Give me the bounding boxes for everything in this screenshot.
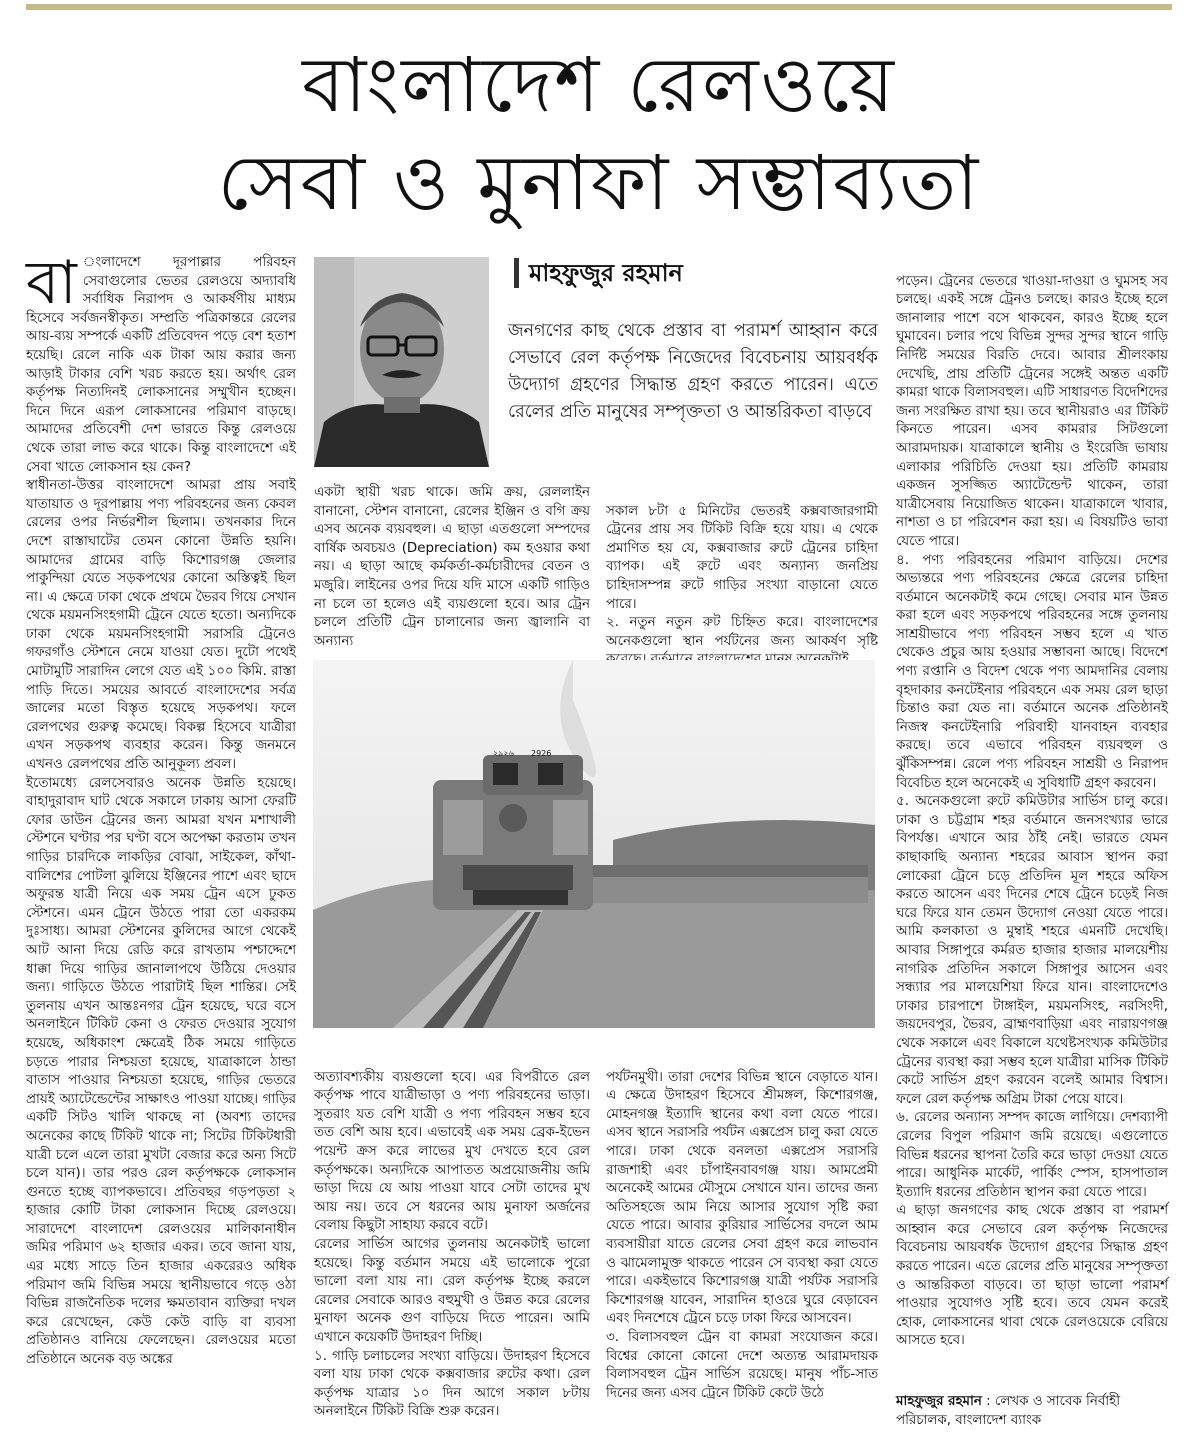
column-2-top: [314, 484, 590, 654]
author-footer: [896, 1393, 1168, 1430]
footer-separator: :: [981, 1394, 995, 1409]
paragraph: অত্যাবশ্যকীয় ব্যয়গুলো হবে। এর বিপরীতে রেল কর্তৃপক্ষ পাবে যাত্রীভাড়া ও পণ্য পরিবহনের ভাড়া। সুতরাং যত বেশি যাত্রী ও পণ্য পরিবহন সম্ভব হবে তত বেশি আয় হবে। এভাবেই এক সময় ব্রেক-ইভেন পয়েন্ট ক্রস করে লাভের মুখ দেখতে হবে রেল কর্তৃপক্ষকে। অন্যদিকে আপাতত অপ্রয়োজনীয় জমি ভাড়া দিয়ে যে আয় পাওয়া যাবে সেটা তাদের মুখ আয় নয়। তবে সে ধরনের আয় মুনাফা অর্জনের বেলায় কিছুটা সাহায্য করবে বটে। রেলের সার্ভিস আগের তুলনায় অনেকটাই ভালো হয়েছে। কিন্তু বর্তমান সময়ে এই ভালোকে পুরো ভালো বলা যায় না। রেল কর্তৃপক্ষ ইচ্ছে করলে রেলের সেবাকে আরও বহুমুখী ও উন্নত করে রেলের মুনাফা অনেক গুণ বাড়িয়ে দিতে পারেন। আমি এখানে কয়েকটি উদাহরণ দিচ্ছি। ১. গাড়ি চলাচলের সংখ্যা বাড়িয়ে। উদাহরণ হিসেবে বলা যায় ঢাকা থেকে কক্সবাজার রুটের কথা। রেল কর্তৃপক্ষ যাত্রার ১০ দিন আগে সকাল ৮টায় অনলাইনে টিকিট বিক্রি শুরু করেন।: [314, 1069, 590, 1420]
column-3-bottom: [606, 1050, 878, 1410]
column-3-top: [606, 484, 878, 654]
paragraph: স্বাধীনতা-উত্তর বাংলাদেশে আমরা প্রায় সবাই যাতায়াত ও দূরপাল্লায় পণ্য পরিবহনের জন্য কেবল রেলের ওপর নির্ভরশীল ছিলাম। তখনকার দিনে দেশে রাস্তাঘাটের তেমন কোনো উন্নতি হয়নি। আমাদের গ্রামের বাড়ি কিশোরগঞ্জ জেলার পাকুন্দিয়া যেতে সড়কপথের কোনো অস্তিত্বই ছিল না। এ ক্ষেত্রে ঢাকা থেকে প্রথমে ভৈরব গিয়ে সেখান থেকে ময়মনসিংহগামী ট্রেনে যেতে হতো। অন্যদিকে ঢাকা থেকে ময়মনসিংহগামী সরাসরি ট্রেনেও গফরগাঁও স্টেশনে নেমে যাওয়া যেত। দুটো পথেই মোটামুটি সারাদিন লেগে যেত এই ১০০ কিমি. রাস্তা পাড়ি দিতে। সময়ের আবর্তে বাংলাদেশের সর্বত্র জালের মতো বিস্তৃত হয়েছে সড়কপথ। ফলে রেলপথের গুরুত্ব কমেছে। বিকল্প হিসেবে যাত্রীরা এখন সড়কপথ ব্যবহার করেন। কিন্তু জনমনে এখনও রেলপথের প্রতি আনুকূল্য প্রবল।: [26, 478, 296, 773]
paragraph: সকাল ৮টা ৫ মিনিটের ভেতরই কক্সবাজারগামী ট্রেনের প্রায় সব টিকিট বিক্রি হয়ে যায়। এ থেকে প্রমাণিত হয় যে, কক্সবাজার রুটে ট্রেনের চাহিদা ব্যাপক। এই রুটে এবং অন্যান্য জনপ্রিয় চাহিদাসম্পন্ন রুটে গাড়ির সংখ্যা বাড়ানো যেতে পারে। ২. নতুন নতুন রুট চিহ্নিত করে। বাংলাদেশের অনেকগুলো স্থান পর্যটনের জন্য আকর্ষণ সৃষ্টি: [606, 503, 878, 649]
byline: মাহফুজুর রহমান: [514, 258, 683, 288]
column-4: [896, 254, 1168, 1384]
paragraph: পড়েন। ট্রেনের ভেতরে খাওয়া-দাওয়া ও ঘুমসহ সব চলছে। একই সঙ্গে ট্রেনও চলছে। কারও ইচ্ছে হলে জানালার পাশে বসে থাকবেন, কারও ইচ্ছে হলে ঘুমাবেন। চলার পথে বিভিন্ন সুন্দর সুন্দর স্থানে গাড়ি নির্দিষ্ট সময়ের বিরতি দেবে। আবার শ্রীলংকায় দেখেছি, প্রায় প্রতিটি ট্রেনের সঙ্গেই অন্তত একটি কামরা থাকে বিলাসবহুল। এটি সাধারণত বিদেশিদের জন্য সংরক্ষিত রাখা হয়। তবে স্থানীয়রাও এর টিকিট কিনতে পারেন। এসব কামরার সিটগুলো আরামদায়ক। যাত্রাকালে স্থানীয় ও ইংরেজি ভাষায় এলাকার পরিচিতি দেওয়া হয়। প্রতিটি কামরায় একজন সুসজ্জিত অ্যাটেন্ডেন্ট থাকেন, তারা যাত্রীসেবায় নিয়োজিত থাকেন। যাত্রাকালে খাবার, নাশতা ও চা পরিবেশন করা হয়। এ বিষয়টিও ভাবা যেতে পারে। ৪. পণ্য পরিবহনের পরিমাণ বাড়িয়ে। দেশের অভ্যন্তরে পণ্য পরিবহনের ক্ষেত্রে রেলের চাহিদা বর্তমানে অনেকটাই কমে গেছে। সেবার মান উন্নত করা হলে এবং সড়কপথে পরিবহনের সঙ্গে তুলনায় সাশ্রয়ীভাবে পণ্য পরিবহন সম্ভব হলে এ খাত থেকেও প্রচুর আয় হওয়ার সম্ভাবনা আছে। বিদেশে পণ্য রপ্তানি ও বিদেশ থেকে পণ্য আমদানির বেলায় বৃহদাকার কনটেইনার পরিবহনে এক সময় রেল ছাড়া চিন্তাও করা যেত না। বর্তমানে অনেক প্রতিষ্ঠানই নিজস্ব কনটেইনারি পরিবাহী যানবাহন ব্যবহার করছে। তবে এভাবে পরিবহন ব্যয়বহুল ও ঝুঁকিসম্পন্ন। রেলে পণ্য পরিবহন সাশ্রয়ী ও নিরাপদ বিবেচিত হলে অনেকেই এ সুবিধাটি গ্রহণ করবেন। ৫. অনেকগুলো রুটে কমিউটার সার্ভিস চালু করে। ঢাকা ও চট্টগ্রাম শহর বর্তমানে জনসংখ্যার ভারে বিপর্যস্ত। এখানে আর ঠাঁই নেই। ভারতে যেমন কাছাকাছি অন্যান্য শহরের আবাস স্থাপন করা লোকেরা ট্রেনে চড়ে প্রতিদিন মূল শহরে অফিস করতে আসেন এবং দিনের শেষে ট্রেনে চড়েই নিজ ঘরে ফিরে যান তেমন উদ্যোগ নেওয়া যেতে পারে। আমি কলকাতা ও মুম্বাই শহরে এমনটি দেখেছি। আবার সিঙ্গাপুরে কর্মরত হাজার হাজার মালয়েশীয় নাগরিক প্রতিদিন সকালে সিঙ্গাপুর আসেন এবং সন্ধ্যার পর মালয়েশিয়া ফিরে যান। বাংলাদেশেও ঢাকার চারপাশে টাঙ্গাইল, ময়মনসিংহ, নরসিংদী, জয়দেবপুর, ভৈরব, ব্রাহ্মণবাড়িয়া এবং নারায়ণগঞ্জ থেকে সকালে এবং বিকালে যথেষ্টসংখ্যক কমিউটার ট্রেনের ব্যবস্থা করা সম্ভব হলে যাত্রীরা মাসিক টিকিট কেটে সার্ভিস গ্রহণ করবেন বলেই আমার বিশ্বাস। ফলে রেল কর্তৃপক্ষ অগ্রিম টাকা পেয়ে যাবে। ৬. রেলের অন্যান্য সম্পদ কাজে লাগিয়ে। দেশব্যাপী রেলের বিপুল পরিমাণ জমি রয়েছে। এগুলোতে বিভিন্ন ধরনের স্থাপনা তৈরি করে ভাড়া দেওয়া যেতে পারে। আধুনিক মার্কেট, পার্কিং স্পেস, হাসপাতাল ইত্যাদি ধরনের প্রতিষ্ঠান স্থাপন করা যেতে পারে। এ ছাড়া জনগণের কাছ থেকে প্রস্তাব বা পরামর্শ আহ্বান করে সেভাবে রেল কর্তৃপক্ষ নিজেদের বিবেচনায় আয়বর্ধক উদ্যোগ গ্রহণের সিদ্ধান্ত গ্রহণ করতে পারেন। এতে রেলের প্রতি মানুষের সম্পৃক্ততা ও আন্তরিকতা বাড়বে। তা ছাড়া ভালো পরামর্শ পাওয়ার সুযোগও সৃষ্টি হবে। তবে যেমন করেই হোক, লোকসানের থাবা থেকে রেলওয়েকে বেরিয়ে আসতে হবে।: [896, 273, 1168, 1349]
train-photo: [313, 660, 875, 1028]
paragraph: ইতোমধ্যে রেলসেবারও অনেক উন্নতি হয়েছে। বাহাদুরাবাদ ঘাট থেকে সকালে ঢাকায় আসা ফেরটি ফোর ডাউন ট্রেনের জন্য আমরা যখন মশাখালী স্টেশনে ঘণ্টার পর ঘণ্টা বসে অপেক্ষা করতাম তখন গাড়ির চারদিকে লাকড়ির বোঝা, সাইকেল, কাঁথা-বালিশের পোটলা ঝুলিয়ে ইঞ্জিনের পাশে এবং ছাদে অফুরন্ত যাত্রী নিয়ে এক সময় ট্রেন এসে ঢুকত স্টেশনে। এমন ট্রেনে উঠতে পারা তো একরকম দুঃসাধ্য। আমরা স্টেশনের কুলিদের আগে থেকেই আট আনা দিয়ে রেডি করে রাখতাম পশ্চাদ্দেশে ধাক্কা দিয়ে গাড়ির জানালাপথে উঠিয়ে দেওয়ার জন্য। গাড়িতে উঠতে পারাটাই ছিল শান্তির। সেই তুলনায় এখন আন্তঃনগর ট্রেন হয়েছে, ঘরে বসে অনলাইনে টিকিট কেনা ও ফেরত দেওয়ার সুযোগ হয়েছে, অধিকাংশ ক্ষেত্রেই ঠিক সময়ে গাড়িতে চড়তে পারার নিশ্চয়তা হয়েছে, যাত্রাকালে ঠান্ডা বাতাস পাওয়ার নিশ্চয়তা হয়েছে, গাড়ির ভেতরে প্রায়ই অ্যাটেন্ডেন্টের সাক্ষাৎও পাওয়া যাচ্ছে। গাড়ির একটি সিটও খালি থাকছে না (অবশ্য তাদের অনেকের কাছে টিকিট থাকে না; সিটের টিকিটধারী যাত্রী চলে এলে তারা মুখটা বেজার করে অন্য সিটে চলে যান)। তার পরও রেল কর্তৃপক্ষকে লোকসান গুনতে হচ্ছে ব্যাপকভাবে। প্রতিবছর গড়পড়তা ২ হাজার কোটি টাকা লোকসান দিচ্ছে রেলওয়ে। সারাদেশে বাংলাদেশ রেলওয়ের মালিকানাধীন জমির পরিমাণ ৬২ হাজার একর। তবে জানা যায়, এর মধ্যে সাড়ে তিন হাজার একরেরও অধিক পরিমাণ জমি বিভিন্ন সময়ে স্থানীয়ভাবে গড়ে ওঠা বিভিন্ন রাজনৈতিক দলের ক্ষমতাবান ব্যক্তিরা দখল করে রেখেছেন, কেউ কেউ বাড়ি বা ব্যবসা প্রতিষ্ঠানও বানিয়ে ফেলেছেন। রেলওয়ের মতো প্রতিষ্ঠানে অনেক বড় অঙ্কের: [26, 775, 296, 1368]
paragraph: একটা স্থায়ী খরচ থাকে। জমি ক্রয়, রেললাইন বানানো, স্টেশন বানানো, রেলের ইঞ্জিন ও বগি ক্রয় এসব অনেক ব্যয়বহুল। এ ছাড়া এতগুলো সম্পদের বার্ষিক অবচয়ও (Depreciation) কম হওয়ার কথা নয়। এ ছাড়া আছে কর্মকর্তা-কর্মচারীদের বেতন ও মজুরি। লাইনের ওপর দিয়ে যদি মাসে একটি গাড়িও না চলে তা হলেও এই ব্যয়গুলো হবে। আর ট্রেন চললে প্রতিটি ট্রেন চালানোর জন্য জ্বালানি বা অন্যান্য: [314, 485, 590, 649]
loco-number-right: 2926: [531, 749, 552, 758]
author-photo: [314, 257, 489, 467]
column-1: [26, 248, 296, 1404]
footer-bio: লেখক ও সাবেক নির্বাহী পরিচালক, বাংলাদেশ ব্যাংক: [896, 1394, 1121, 1428]
headline-line2: সেবা ও মুনাফা সম্ভাব্যতা: [217, 138, 981, 227]
pull-quote: জনগণের কাছ থেকে প্রস্তাব বা পরামর্শ আহ্বান করে সেভাবে রেল কর্তৃপক্ষ নিজেদের বিবেচনায় আয়বর্ধক উদ্যোগ গ্রহণের সিদ্ধান্ত গ্রহণ করতে পারেন। এতে রেলের প্রতি মানুষের সম্পৃক্ততা ও আন্তরিকতা বাড়বে: [508, 321, 878, 422]
column-2-bottom: [314, 1050, 590, 1420]
paragraph: ংলাদেশে দূরপাল্লার পরিবহন সেবাগুলোর ভেতর রেলওয়ে অদ্যাবধি সর্বাধিক নিরাপদ ও আকর্ষণীয় মাধ্যম হিসেবে সর্বজনস্বীকৃত। সম্প্রতি পত্রিকান্তরে রেলের আয়-ব্যয় সম্পর্কে একটি প্রতিবেদন পড়ে বেশ হতাশ হয়েছি। রেলে নাকি এক টাকা আয় করার জন্য আড়াই টাকার বেশি খরচ করতে হয়। অর্থাৎ রেল কর্তৃপক্ষ নিত্যদিনই লোকসানের সম্মুখীন হচ্ছেন। দিনে দিনে এরূপ লোকসানের পরিমাণ বাড়ছে। আমাদের প্রতিবেশী দেশ ভারতে কিন্তু রেলওয়ে থেকে তারা লাভ করে থাকে। কিন্তু বাংলাদেশে এই সেবা খাতে লোকসান হয় কেন?: [26, 255, 296, 475]
paragraph: পর্যটনমুখী। তারা দেশের বিভিন্ন স্থানে বেড়াতে যান। এ ক্ষেত্রে উদাহরণ হিসেবে শ্রীমঙ্গল, কিশোরগঞ্জ, মোহনগঞ্জ ইত্যাদি স্থানের কথা বলা যেতে পারে। এসব স্থানে সরাসরি পর্যটন এক্সপ্রেস চালু করা যেতে পারে। ঢাকা থেকে বনলতা এক্সপ্রেস সরাসরি রাজশাহী এবং চাঁপাইনবাবগঞ্জ যায়। আমপ্রেমী অনেকেই আমের মৌসুমে সেখানে যান। তাদের জন্য অতিসহজে আম নিয়ে আসার সুযোগ সৃষ্টি করা যেতে পারে। আবার কুরিয়ার সার্ভিসের বদলে আম ব্যবসায়ীরা যাতে রেলের সেবা গ্রহণ করে লাভবান ও ঝামেলামুক্ত থাকতে পারেন সে ব্যবস্থা করা যেতে পারে। একইভাবে কিশোরগঞ্জ যাত্রী পর্যটক সরাসরি কিশোরগঞ্জ যাবেন, সারাদিন হাওরে ঘুরে বেড়াবেন এবং দিনশেষে ট্রেনে চড়ে ঢাকা ফিরে আসবেন। ৩. বিলাসবহুল ট্রেন বা কামরা সংযোজন করে। বিশ্বের কোনো কোনো দেশে অত্যন্ত আরামদায়ক বিলাসবহুল ট্রেন সার্ভিস রয়েছে। মানুষ পাঁচ-সাত দিনের জন্য এসব ট্রেনে টিকিট কেটে উঠে: [606, 1069, 878, 1401]
headline-line1: বাংলাদেশ রেলওয়ে: [302, 40, 896, 129]
loco-number-left: ২৯২৬: [493, 749, 514, 758]
dropcap: বা: [26, 248, 77, 318]
footer-author: মাহফুজুর রহমান: [896, 1394, 982, 1409]
top-rule: [26, 4, 1172, 10]
